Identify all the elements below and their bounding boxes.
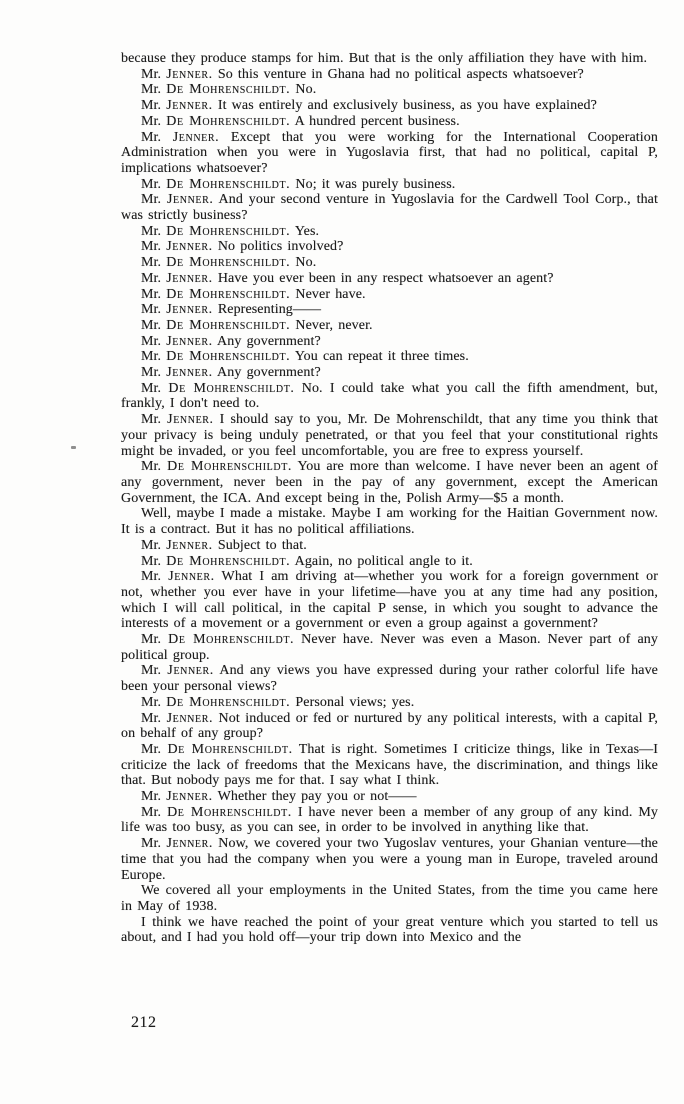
- speaker-prefix: Mr.: [141, 223, 167, 239]
- speaker-prefix: Mr.: [141, 459, 168, 475]
- transcript-paragraph: Mr. Jenner. What I am driving at—whether you work for a foreign government or not, whether you ever have in your lifetime—have you at any time had any position, which I will call political, in the capital P sense, in which you sought to advance the interests of a movement or a government or even a group against a government?: [121, 569, 658, 632]
- speaker-prefix: Mr.: [141, 66, 167, 82]
- speaker-prefix: Mr.: [141, 694, 167, 710]
- transcript-paragraph: Mr. Jenner. And your second venture in Yugoslavia for the Cardwell Tool Corp., that was strictly business?: [121, 192, 658, 224]
- speaker-name: Jenner.: [166, 270, 213, 286]
- transcript-paragraph: Mr. Jenner. No politics involved?: [141, 239, 344, 255]
- speaker-name: De Mohrenschildt.: [168, 632, 295, 648]
- speaker-name: De Mohrenschildt.: [166, 553, 291, 569]
- speaker-name: De Mohrenschildt.: [166, 113, 291, 129]
- speaker-name: De Mohrenschildt.: [166, 176, 291, 192]
- transcript-paragraph: Mr. Jenner. So this venture in Ghana had no political aspects whatsoever?: [141, 66, 584, 82]
- transcript-paragraph: Mr. De Mohrenschildt. I have never been a member of any group of any kind. My life was too busy, as you can see, in order to be involved in anything like that.: [121, 804, 658, 836]
- speaker-prefix: Mr.: [141, 663, 168, 679]
- transcript-paragraph: We covered all your employments in the United States, from the time you came here in May of 1938.: [121, 883, 658, 914]
- speaker-prefix: Mr.: [141, 553, 167, 569]
- page-number: 212: [131, 1014, 157, 1031]
- speaker-prefix: Mr.: [141, 192, 167, 208]
- speaker-name: Jenner.: [166, 537, 213, 553]
- transcript-paragraph: Mr. Jenner. Now, we covered your two Yugoslav ventures, your Ghanian venture—the time that you had the company when you were a young man in Europe, traveled around Europe.: [121, 836, 658, 883]
- speaker-name: Jenner.: [167, 412, 214, 428]
- speaker-prefix: Mr.: [141, 82, 167, 98]
- speaker-prefix: Mr.: [141, 270, 167, 286]
- transcript-paragraph: Mr. De Mohrenschildt. You are more than welcome. I have never been an agent of any government, never been in the pay of any government, except the American Government, the ICA. And except being in the, Polish Army—$5 a month.: [121, 459, 658, 506]
- speaker-name: De Mohrenschildt.: [166, 349, 291, 365]
- speaker-name: Jenner.: [168, 569, 215, 585]
- speaker-prefix: Mr.: [141, 98, 167, 114]
- transcript-paragraph: Mr. Jenner. Representing——: [141, 302, 322, 318]
- transcript-body: [121, 51, 658, 946]
- transcript-paragraph: Mr. Jenner. Any government?: [141, 333, 321, 349]
- speaker-prefix: Mr.: [141, 129, 173, 145]
- speaker-name: De Mohrenschildt.: [166, 255, 291, 271]
- transcript-paragraph: Mr. Jenner. And any views you have expressed during your rather colorful life have been your personal views?: [121, 663, 658, 695]
- speaker-prefix: Mr.: [141, 317, 167, 333]
- transcript-paragraph: Mr. Jenner. It was entirely and exclusively business, as you have explained?: [141, 98, 597, 114]
- transcript-paragraph: Mr. Jenner. Except that you were working for the International Cooperation Administration when you were in Yugoslavia first, that had no political, capital P, implications whatsoever?: [121, 129, 658, 176]
- speaker-name: Jenner.: [166, 192, 214, 208]
- speaker-name: De Mohrenschildt.: [168, 380, 295, 396]
- transcript-paragraph: Mr. Jenner. Any government?: [141, 365, 321, 381]
- transcript-paragraph: because they produce stamps for him. But that is the only affiliation they have with him.: [121, 51, 648, 66]
- transcript-paragraph: Mr. De Mohrenschildt. No.: [141, 82, 317, 98]
- transcript-paragraph: Mr. De Mohrenschildt. No; it was purely business.: [141, 176, 456, 192]
- speaker-name: Jenner.: [166, 836, 213, 852]
- speaker-prefix: Mr.: [141, 412, 168, 428]
- transcript-paragraph: Mr. De Mohrenschildt. Yes.: [141, 223, 320, 239]
- speaker-prefix: Mr.: [141, 176, 167, 192]
- speaker-name: Jenner.: [166, 789, 213, 805]
- transcript-paragraph: Mr. Jenner. Whether they pay you or not——: [141, 789, 417, 805]
- speaker-name: Jenner.: [172, 129, 220, 145]
- transcript-paragraph: Mr. Jenner. Subject to that.: [141, 537, 307, 553]
- transcript-paragraph: Mr. Jenner. Not induced or fed or nurtured by any political interests, with a capital P, on behalf of any group?: [121, 710, 658, 742]
- speaker-prefix: Mr.: [141, 286, 167, 302]
- transcript-paragraph: Mr. De Mohrenschildt. That is right. Sometimes I criticize things, like in Texas—I criticize the lack of freedoms that the Mexicans have, the discrimination, and things like that. But nobody pays me for that. I say what I think.: [121, 741, 658, 789]
- transcript-paragraph: Mr. De Mohrenschildt. Personal views; yes.: [141, 694, 415, 710]
- transcript-paragraph: Mr. De Mohrenschildt. Never have.: [141, 286, 366, 302]
- speaker-prefix: Mr.: [141, 789, 167, 805]
- speaker-prefix: Mr.: [141, 380, 169, 396]
- speaker-prefix: Mr.: [141, 836, 167, 852]
- transcript-paragraph: I think we have reached the point of your great venture which you started to tell us about, and I had you hold off—your trip down into Mexico and the: [121, 914, 658, 946]
- speaker-name: De Mohrenschildt.: [166, 286, 291, 302]
- transcript-paragraph: Mr. De Mohrenschildt. No.: [141, 255, 317, 271]
- speaker-name: Jenner.: [167, 663, 214, 679]
- speaker-name: Jenner.: [166, 710, 214, 726]
- speaker-name: Jenner.: [166, 333, 213, 349]
- speaker-name: De Mohrenschildt.: [167, 459, 292, 475]
- speaker-prefix: Mr.: [141, 569, 169, 585]
- speaker-prefix: Mr.: [141, 113, 167, 129]
- speaker-name: De Mohrenschildt.: [167, 741, 293, 757]
- scan-speck: [71, 446, 76, 449]
- speaker-prefix: Mr.: [141, 741, 168, 757]
- transcript-paragraph: Mr. De Mohrenschildt. No. I could take what you call the fifth amendment, but, frankly, I don't need to.: [121, 380, 658, 412]
- speaker-prefix: Mr.: [141, 239, 167, 255]
- speaker-name: De Mohrenschildt.: [167, 804, 292, 820]
- speaker-name: Jenner.: [166, 98, 213, 114]
- speaker-name: De Mohrenschildt.: [166, 82, 291, 98]
- speaker-prefix: Mr.: [141, 365, 167, 381]
- transcript-paragraph: Mr. De Mohrenschildt. You can repeat it three times.: [141, 349, 469, 365]
- speaker-name: De Mohrenschildt.: [166, 694, 291, 710]
- speaker-name: De Mohrenschildt.: [166, 317, 291, 333]
- speaker-name: Jenner.: [166, 66, 213, 82]
- speaker-prefix: Mr.: [141, 255, 167, 271]
- speaker-prefix: Mr.: [141, 632, 169, 648]
- speaker-name: De Mohrenschildt.: [166, 223, 291, 239]
- transcript-paragraph: Mr. De Mohrenschildt. Never have. Never was even a Mason. Never part of any political group.: [121, 632, 658, 663]
- transcript-paragraph: Mr. De Mohrenschildt. Never, never.: [141, 317, 373, 333]
- transcript-paragraph: Mr. De Mohrenschildt. A hundred percent business.: [141, 113, 460, 129]
- speaker-prefix: Mr.: [141, 349, 167, 365]
- speaker-name: Jenner.: [166, 239, 213, 255]
- transcript-paragraph: Well, maybe I made a mistake. Maybe I am working for the Haitian Government now. It is a contract. But it has no political affiliations.: [121, 506, 658, 538]
- speaker-name: Jenner.: [166, 365, 213, 381]
- speaker-name: Jenner.: [166, 302, 213, 318]
- transcript-paragraph: Mr. Jenner. I should say to you, Mr. De Mohrenschildt, that any time you think that your privacy is being unduly penetrated, or that you feel that your constitutional rights might be invaded, or you feel uncomfortable, you are free to express yourself.: [121, 412, 658, 459]
- transcript-paragraph: Mr. Jenner. Have you ever been in any respect whatsoever an agent?: [141, 270, 554, 286]
- speaker-prefix: Mr.: [141, 537, 167, 553]
- speaker-prefix: Mr.: [141, 804, 168, 820]
- transcript-paragraph: Mr. De Mohrenschildt. Again, no political angle to it.: [141, 553, 473, 569]
- speaker-prefix: Mr.: [141, 302, 167, 318]
- speaker-prefix: Mr.: [141, 333, 167, 349]
- speaker-prefix: Mr.: [141, 710, 167, 726]
